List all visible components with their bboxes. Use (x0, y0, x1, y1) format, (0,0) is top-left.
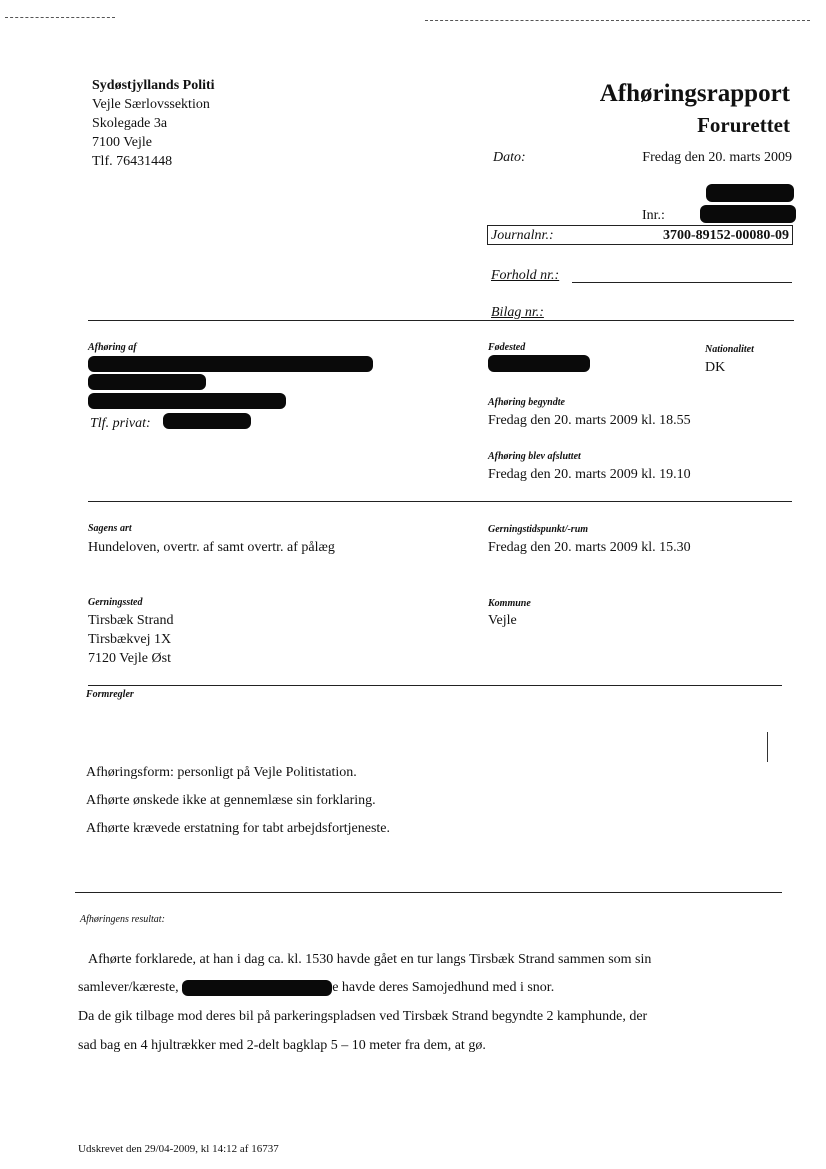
gerningssted-label: Gerningssted (88, 597, 143, 608)
kommune-value: Vejle (488, 613, 517, 628)
gerningstid-label: Gerningstidspunkt/-rum (488, 524, 589, 535)
sender-address (92, 76, 215, 171)
divider (88, 501, 792, 502)
result-label: Afhøringens resultat: (80, 914, 165, 925)
report-title: Afhøringsrapport (599, 80, 790, 107)
sender-unit: Vejle Særlovssektion (92, 97, 210, 112)
sender-city: 7100 Vejle (92, 135, 153, 150)
redaction-block (163, 413, 251, 429)
scan-artifact-top-left (5, 17, 115, 19)
redaction-block (488, 355, 590, 372)
begyndte-value: Fredag den 20. marts 2009 kl. 18.55 (488, 413, 691, 428)
divider (88, 685, 782, 686)
gerningssted-line: 7120 Vejle Øst (88, 651, 171, 666)
dato-label: Dato: (493, 150, 526, 165)
journal-value: 3700-89152-00080-09 (663, 228, 789, 243)
begyndte-label: Afhøring begyndte (488, 397, 565, 408)
inr-label: Inr.: (642, 208, 665, 223)
sagens-art-value: Hundeloven, overtr. af samt overtr. af pålæg (88, 540, 335, 555)
result-line2-end: e havde deres Samojedhund med i snor. (332, 980, 555, 995)
redaction-block (182, 980, 332, 996)
dato-value: Fredag den 20. marts 2009 (642, 150, 792, 165)
result-line2-start: samlever/kæreste, (78, 980, 179, 995)
redaction-block (88, 356, 373, 372)
redaction-block (706, 184, 794, 202)
redaction-block (700, 205, 796, 223)
afhoring-af-label: Afhøring af (88, 342, 137, 353)
divider (88, 320, 794, 321)
gerningssted-address (88, 611, 173, 668)
report-subtitle: Forurettet (697, 113, 790, 137)
kommune-label: Kommune (488, 598, 531, 609)
tlf-privat-label: Tlf. privat: (90, 416, 151, 431)
result-line: Da de gik tilbage mod deres bil på parkeringspladsen ved Tirsbæk Strand begyndte 2 kamphunde, der (78, 1009, 648, 1024)
result-line: sad bag en 4 hjultrækker med 2-delt bagklap 5 – 10 meter fra dem, at gø. (78, 1038, 486, 1053)
redaction-block (88, 374, 206, 390)
sender-street: Skolegade 3a (92, 116, 168, 131)
scan-mark (767, 732, 776, 762)
formregler-line: Afhørte krævede erstatning for tabt arbejdsfortjeneste. (86, 821, 391, 836)
gerningssted-line: Tirsbæk Strand (88, 613, 174, 628)
nationalitet-value: DK (705, 360, 726, 375)
afsluttet-label: Afhøring blev afsluttet (488, 451, 581, 462)
divider (75, 892, 782, 893)
nationalitet-label: Nationalitet (705, 344, 754, 355)
result-line: Afhørte forklarede, at han i dag ca. kl. 1530 havde gået en tur langs Tirsbæk Strand sammen som sin (88, 952, 652, 967)
sender-name: Sydøstjyllands Politi (92, 78, 215, 93)
formregler-label: Formregler (86, 689, 134, 700)
afsluttet-value: Fredag den 20. marts 2009 kl. 19.10 (488, 467, 691, 482)
fodested-label: Fødested (488, 342, 526, 353)
scan-artifact-top-right (425, 20, 810, 22)
formregler-line: Afhørte ønskede ikke at gennemlæse sin forklaring. (86, 793, 376, 808)
redaction-block (88, 393, 286, 409)
sender-phone: Tlf. 76431448 (92, 154, 173, 169)
forhold-line (572, 282, 792, 283)
formregler-line: Afhøringsform: personligt på Vejle Politistation. (86, 765, 357, 780)
result-line (78, 978, 554, 997)
bilag-label: Bilag nr.: (491, 305, 544, 320)
journal-label: Journalnr.: (491, 228, 554, 243)
gerningssted-line: Tirsbækvej 1X (88, 632, 172, 647)
printed-footer: Udskrevet den 29/04-2009, kl 14:12 af 16737 (78, 1143, 279, 1155)
sagens-art-label: Sagens art (88, 523, 132, 534)
journal-box (487, 225, 793, 245)
gerningstid-value: Fredag den 20. marts 2009 kl. 15.30 (488, 540, 691, 555)
forhold-label: Forhold nr.: (491, 268, 560, 283)
